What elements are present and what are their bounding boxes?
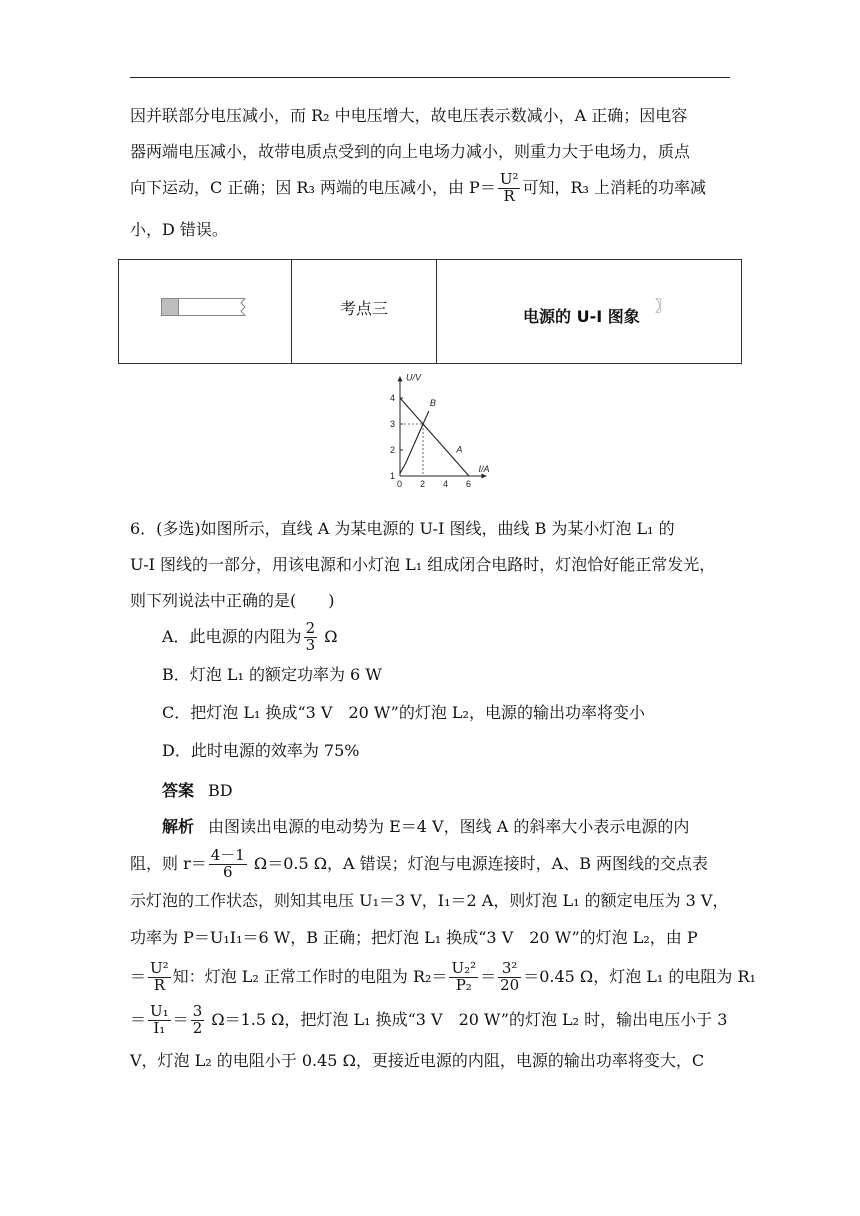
fraction-numerator: 3 <box>192 1002 203 1021</box>
question-line: 则下列说法中正确的是( ) <box>130 591 335 610</box>
series-b-curve <box>400 411 429 473</box>
answer-label: 答案 <box>162 781 195 800</box>
analysis-line: 示灯泡的工作状态，则知其电压 U₁＝3 V，I₁＝2 A，则灯泡 L₁ 的额定电压为 3 V， <box>130 891 729 910</box>
header-rule <box>130 77 730 78</box>
u-i-chart <box>374 368 514 493</box>
text-segment: ＝ <box>130 967 147 986</box>
fraction <box>498 172 521 205</box>
text-segment: ＝ <box>130 1010 147 1029</box>
x-tick-label: 2 <box>420 479 426 489</box>
fraction <box>449 961 478 994</box>
analysis-line <box>130 845 730 882</box>
text-segment: 由图读出电源的电动势为 E＝4 V，图线 A 的斜率大小表示电源的内 <box>208 817 690 836</box>
fraction-numerator: 4－1 <box>210 846 245 865</box>
analysis-line: 功率为 P＝U₁I₁＝6 W，B 正确；把灯泡 L₁ 换成“3 V 20 W”的灯泡 L₂，由 P <box>130 928 698 947</box>
section-header-box <box>118 259 742 364</box>
question-6 <box>130 512 730 620</box>
text-segment: 向下运动，C 正确；因 R₃ 两端的电压减小，由 P＝ <box>130 178 496 197</box>
y-tick-label: 2 <box>390 445 396 455</box>
section-number-cell <box>292 260 437 363</box>
fraction-denominator: I₁ <box>153 1019 166 1037</box>
text-line: 器两端电压减小，故带电质点受到的向上电场力减小，则重力大于电场力，质点 <box>130 142 691 161</box>
bracket-mark: 〗 <box>655 299 669 315</box>
question-line: 6．(多选)如图所示，直线 A 为某电源的 U-I 图线，曲线 B 为某小灯泡 L₁ 的 <box>130 519 675 538</box>
text-segment: 阻，则 r＝ <box>130 854 207 873</box>
text-line <box>130 170 730 206</box>
answer-value: BD <box>208 781 233 800</box>
text-segment: 知：灯泡 L₂ 正常工作时的电阻为 R₂＝ <box>172 967 448 986</box>
fraction-denominator: 20 <box>500 976 520 994</box>
analysis-block <box>130 808 756 1079</box>
series-a-label: A <box>456 444 463 455</box>
fraction <box>209 848 247 881</box>
fraction <box>304 621 318 654</box>
y-axis-label: U/V <box>406 372 422 383</box>
fraction <box>498 961 521 994</box>
fraction-denominator: 3 <box>305 636 316 654</box>
fraction-numerator: U² <box>499 170 519 189</box>
analysis-label: 解析 <box>162 817 195 836</box>
analysis-line <box>130 808 730 845</box>
fraction <box>148 961 171 994</box>
x-tick-label: 6 <box>466 479 472 489</box>
section-title: 电源的 U-I 图象 <box>523 307 640 326</box>
option-a-unit: Ω <box>319 627 338 646</box>
text-segment: 可知，R₃ 上消耗的功率减 <box>522 178 707 197</box>
fraction <box>148 1004 171 1037</box>
x-tick-label: 0 <box>397 479 403 489</box>
y-tick-label: 3 <box>390 419 396 429</box>
series-a-line <box>400 398 469 476</box>
option-c: C．把灯泡 L₁ 换成“3 V 20 W”的灯泡 L₂，电源的输出功率将变小 <box>162 703 645 722</box>
fraction-numerator: U₂² <box>451 959 477 978</box>
text-line: 小，D 错误。 <box>130 220 228 239</box>
fraction-denominator: R <box>153 976 165 994</box>
fraction-numerator: U² <box>150 959 169 978</box>
fraction-denominator: R <box>503 187 515 205</box>
fraction-denominator: 6 <box>223 863 233 881</box>
section-tab-cell <box>119 260 292 363</box>
analysis-line <box>130 956 756 998</box>
options-list <box>162 620 732 772</box>
fraction-numerator: U₁ <box>150 1002 169 1021</box>
text-segment: ＝ <box>172 1010 189 1029</box>
y-axis-arrow <box>398 376 403 381</box>
fraction-numerator: 3² <box>498 961 521 978</box>
section-label: 考点三 <box>339 299 388 318</box>
x-tick-label: 4 <box>443 479 449 489</box>
text-segment: Ω＝0.5 Ω，A 错误；灯泡与电源连接时，A、B 两图线的交点表 <box>248 854 709 873</box>
fraction-numerator: 2 <box>305 619 316 638</box>
tab-marker-icon <box>161 298 247 316</box>
text-segment: ＝ <box>480 967 497 986</box>
x-axis-arrow <box>482 474 487 479</box>
option-a <box>162 620 732 658</box>
continued-solution-paragraph <box>130 98 730 248</box>
option-b: B．灯泡 L₁ 的额定功率为 6 W <box>162 665 382 684</box>
y-tick-label: 1 <box>390 471 396 481</box>
series-b-label: B <box>429 397 436 408</box>
section-title-cell <box>437 260 741 363</box>
fraction-denominator: 2 <box>192 1019 203 1037</box>
fraction <box>191 1004 205 1037</box>
option-a-text: A．此电源的内阻为 <box>162 627 302 646</box>
text-segment: Ω＝1.5 Ω，把灯泡 L₁ 换成“3 V 20 W”的灯泡 L₂ 时，输出电压小于 3 <box>206 1010 728 1029</box>
x-axis-label: I/A <box>478 464 490 474</box>
text-line: 因并联部分电压减小，而 R₂ 中电压增大，故电压表示数减小，A 正确；因电容 <box>130 106 688 125</box>
y-tick-label: 4 <box>390 393 396 403</box>
option-d: D．此时电源的效率为 75% <box>162 741 360 760</box>
analysis-line: V，灯泡 L₂ 的电阻小于 0.45 Ω，更接近电源的内阻，电源的输出功率将变大，C <box>130 1051 705 1070</box>
question-line: U-I 图线的一部分，用该电源和小灯泡 L₁ 组成闭合电路时，灯泡恰好能正常发光， <box>130 555 716 574</box>
text-segment: ＝0.45 Ω，灯泡 L₁ 的电阻为 R₁ <box>523 967 756 986</box>
fraction-denominator: P₂ <box>455 976 472 994</box>
answer-line <box>162 774 233 808</box>
analysis-line <box>130 998 730 1042</box>
